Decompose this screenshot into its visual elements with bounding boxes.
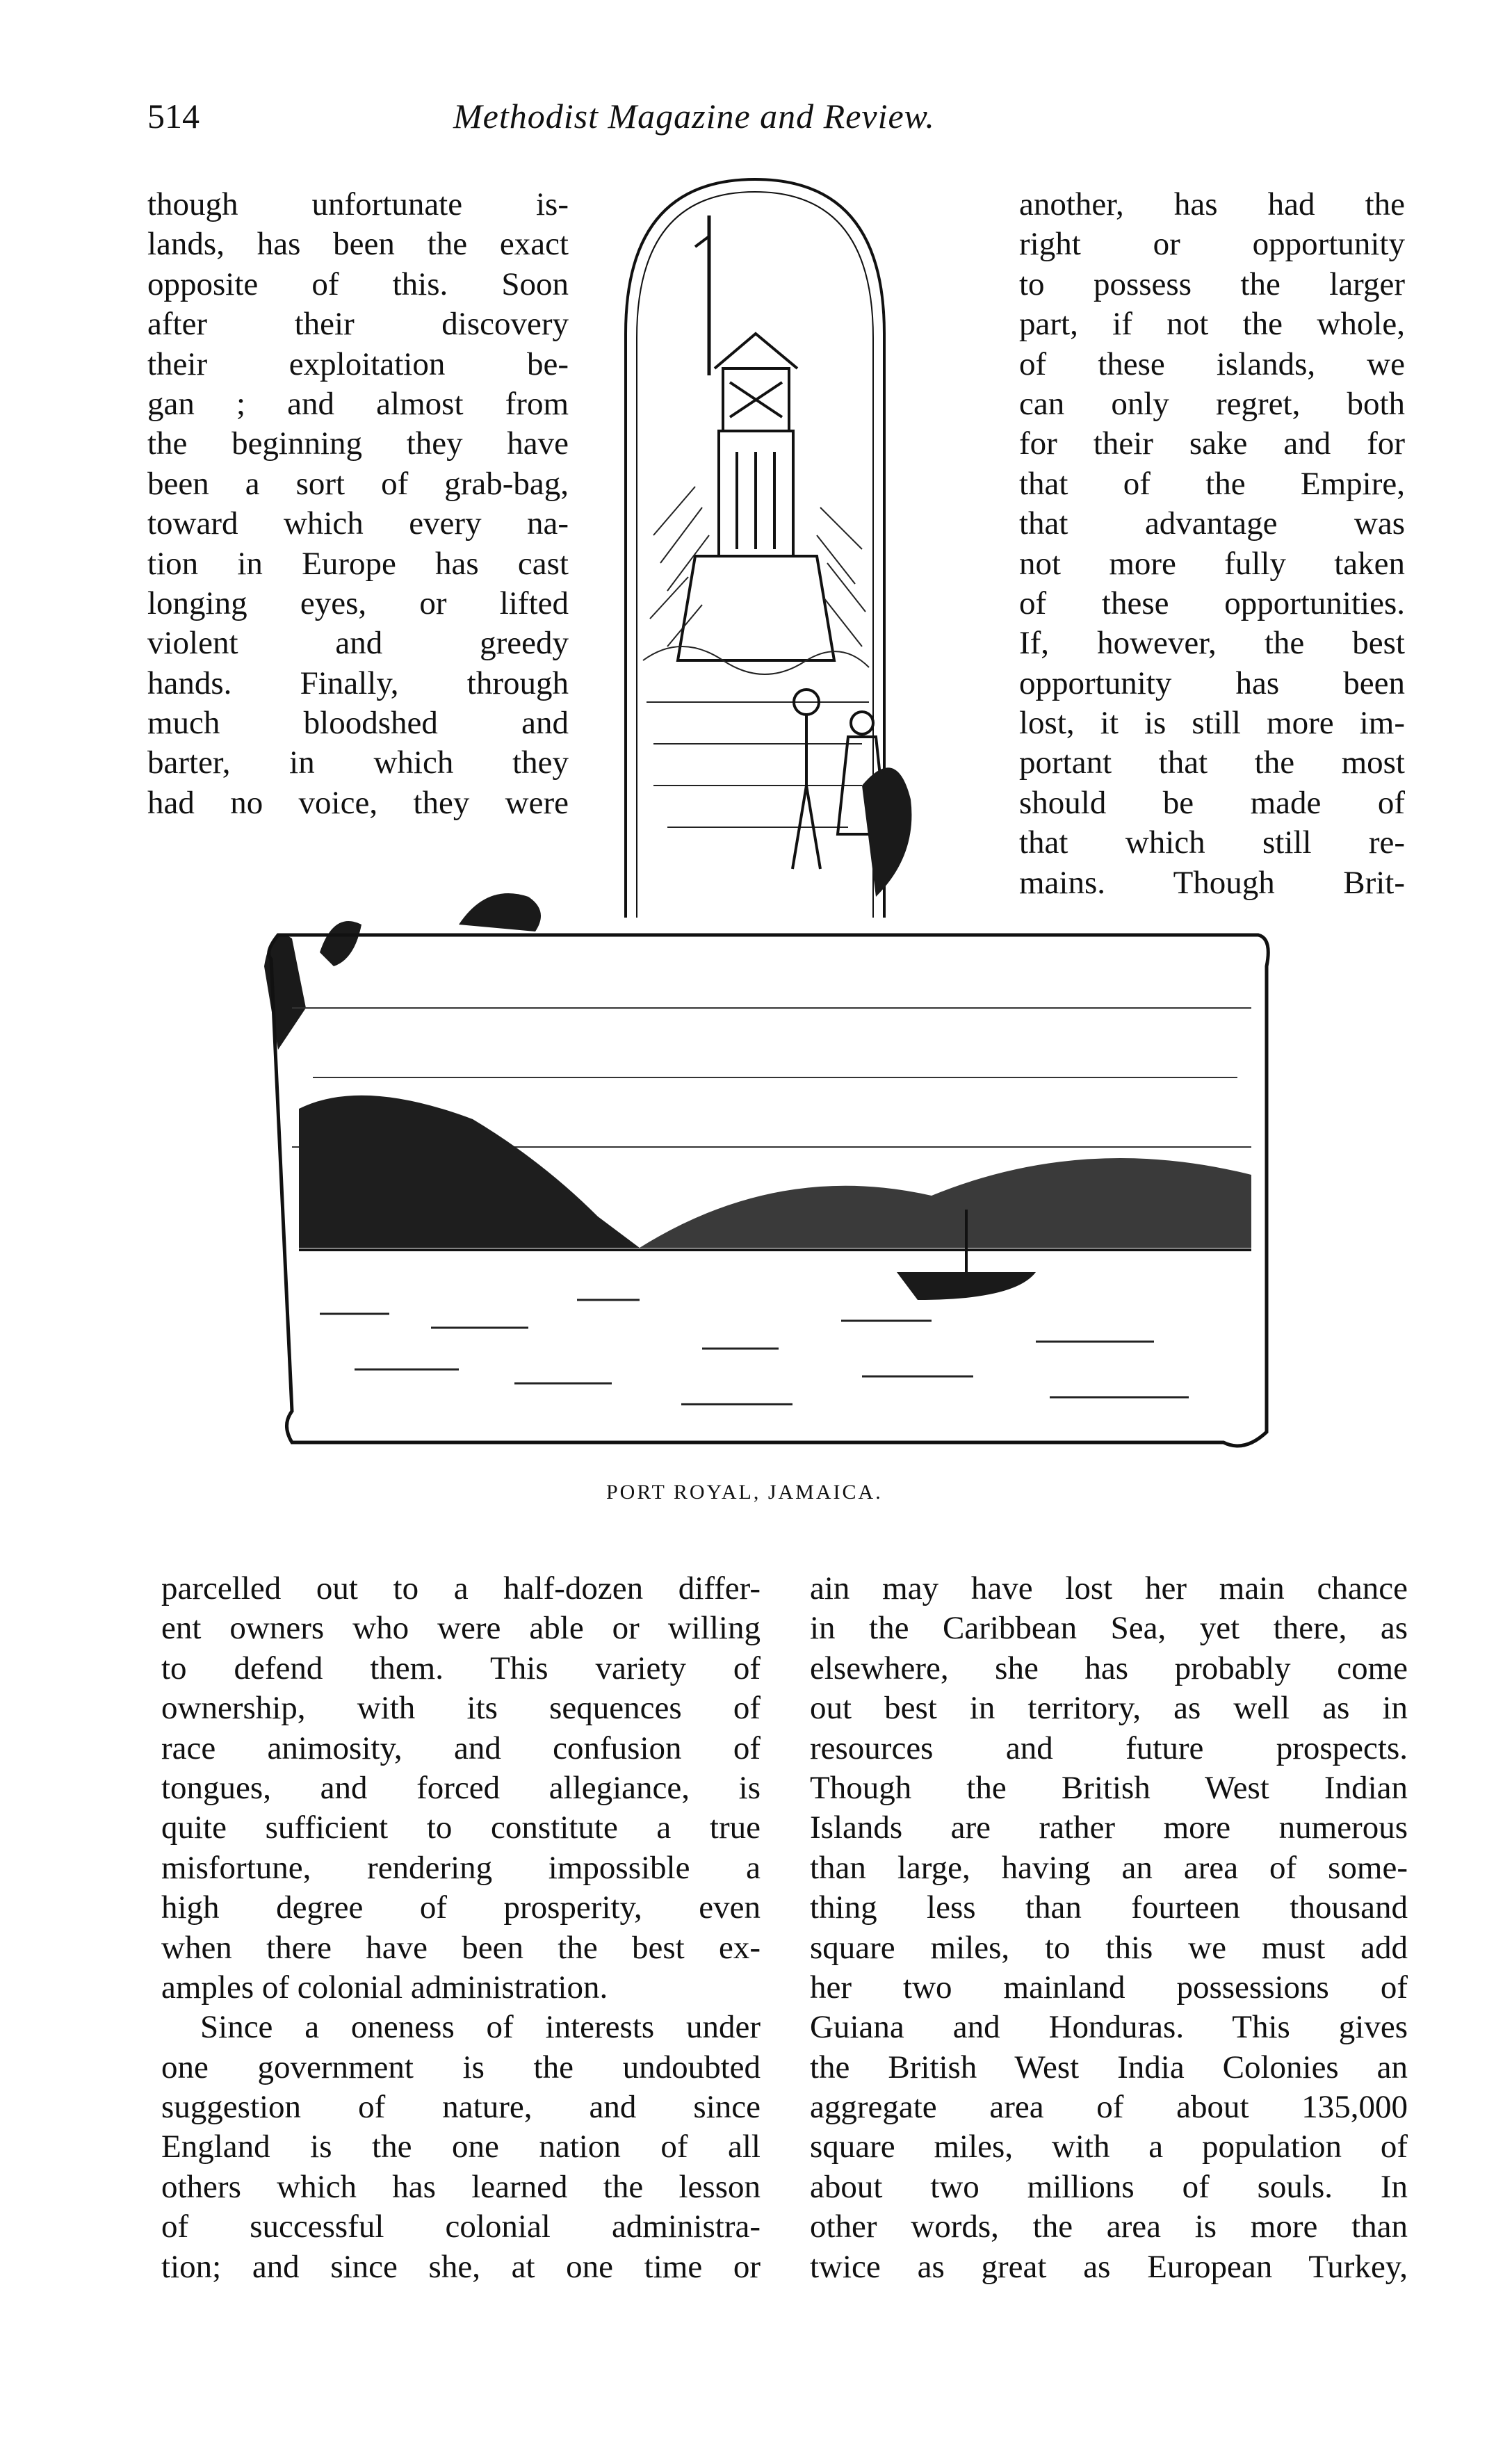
port-royal-illustration (250, 174, 1307, 1460)
text-line: Though the British West Indian (810, 1769, 1408, 1806)
text-column-bottom-right (810, 1569, 1408, 2287)
text-line: the British West India Colonies an (810, 2049, 1408, 2085)
text-line: high degree of prosperity, even (161, 1889, 761, 1926)
text-line: barter, in which they (147, 745, 569, 781)
text-line: opportunity has been (1019, 665, 1405, 701)
page-number: 514 (147, 97, 200, 136)
text-line: when there have been the best ex- (161, 1929, 761, 1966)
text-line: twice as great as European Turkey, (810, 2248, 1408, 2285)
text-line: Islands are rather more numerous (810, 1809, 1408, 1846)
text-line: tion in Europe has cast (147, 545, 569, 582)
text-line: tongues, and forced allegiance, is (161, 1769, 761, 1806)
text-line: aggregate area of about 135,000 (810, 2089, 1408, 2126)
text-line: ent owners who were able or willing (161, 1610, 761, 1647)
text-line: thing less than fourteen thousand (810, 1889, 1408, 1926)
text-line: longing eyes, or lifted (147, 585, 569, 621)
text-line: that which still re- (1019, 824, 1405, 861)
text-line: ain may have lost her main chance (810, 1570, 1408, 1606)
text-line: her two mainland possessions of (810, 1969, 1408, 2005)
text-line: violent and greedy (147, 625, 569, 662)
text-line: to defend them. This variety of (161, 1650, 761, 1686)
text-line: one government is the undoubted (161, 2049, 761, 2085)
text-line: of these opportunities. (1019, 585, 1405, 621)
text-line: after their discovery (147, 306, 569, 343)
text-line: of these islands, we (1019, 345, 1405, 382)
text-line: out best in territory, as well as in (810, 1690, 1408, 1727)
text-line: opposite of this. Soon (147, 266, 569, 302)
text-line: mains. Though Brit- (1019, 864, 1405, 901)
text-line: others which has learned the lesson (161, 2168, 761, 2205)
text-line: suggestion of nature, and since (161, 2089, 761, 2126)
text-line: not more fully taken (1019, 545, 1405, 582)
text-line: though unfortunate is- (147, 186, 569, 222)
text-line: elsewhere, she has probably come (810, 1650, 1408, 1686)
text-line: toward which every na- (147, 505, 569, 542)
text-line: If, however, the best (1019, 625, 1405, 662)
text-line: of successful colonial administra- (161, 2208, 761, 2245)
text-line: another, has had the (1019, 186, 1405, 222)
text-line: misfortune, rendering impossible a (161, 1849, 761, 1886)
text-line: part, if not the whole, (1019, 306, 1405, 343)
text-line: other words, the area is more than (810, 2208, 1408, 2245)
text-column-bottom-left (161, 1569, 761, 2287)
text-line: Guiana and Honduras. This gives (810, 2009, 1408, 2046)
running-title: Methodist Magazine and Review. (453, 97, 935, 136)
text-line: had no voice, they were (147, 784, 569, 821)
text-line: quite sufficient to constitute a true (161, 1809, 761, 1846)
text-line: their exploitation be- (147, 345, 569, 382)
text-line: to possess the larger (1019, 266, 1405, 302)
text-line: that of the Empire, (1019, 465, 1405, 502)
text-line: in the Caribbean Sea, yet there, as (810, 1610, 1408, 1647)
text-line: Since a oneness of interests under (200, 2009, 761, 2046)
text-line: for their sake and for (1019, 425, 1405, 462)
text-line: the beginning they have (147, 425, 569, 462)
text-line: England is the one nation of all (161, 2129, 761, 2165)
text-line: gan ; and almost from (147, 385, 569, 422)
text-line: been a sort of grab-bag, (147, 465, 569, 502)
text-line: lands, has been the exact (147, 226, 569, 263)
text-line: resources and future prospects. (810, 1730, 1408, 1766)
text-line: that advantage was (1019, 505, 1405, 542)
text-line: portant that the most (1019, 745, 1405, 781)
text-line: square miles, to this we must add (810, 1929, 1408, 1966)
text-line: hands. Finally, through (147, 665, 569, 701)
illustration-caption: PORT ROYAL, JAMAICA. (606, 1481, 883, 1504)
text-line: parcelled out to a half-dozen differ- (161, 1570, 761, 1606)
text-line: lost, it is still more im- (1019, 705, 1405, 742)
text-line: amples of colonial administration. (161, 1969, 608, 2005)
text-line: race animosity, and confusion of (161, 1730, 761, 1766)
text-line: ownership, with its sequences of (161, 1690, 761, 1727)
text-line: can only regret, both (1019, 385, 1405, 422)
text-line: much bloodshed and (147, 705, 569, 742)
text-line: about two millions of souls. In (810, 2168, 1408, 2205)
text-line: than large, having an area of some- (810, 1849, 1408, 1886)
text-line: tion; and since she, at one time or (161, 2248, 761, 2285)
text-line: square miles, with a population of (810, 2129, 1408, 2165)
text-line: right or opportunity (1019, 226, 1405, 263)
text-line: should be made of (1019, 784, 1405, 821)
